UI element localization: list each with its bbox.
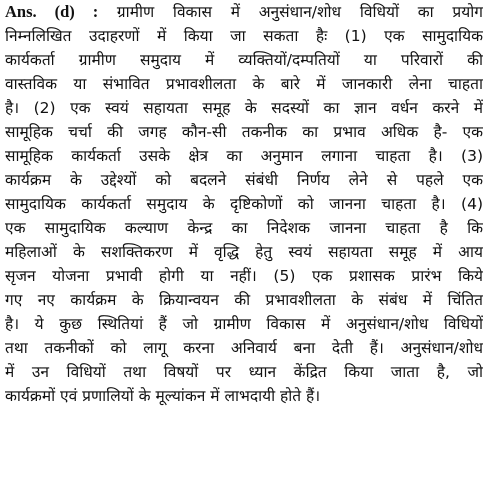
answer-line-1 — [5, 0, 483, 24]
answer-line: कार्यक्रम के उद्देश्यों को बदलने संबंधी निर्णय लेने से पहले एक — [5, 171, 483, 189]
answer-line: एक सामुदायिक कल्याण केन्द्र का निदेशक जानना चाहता है कि — [5, 219, 483, 237]
answer-line: कार्यकर्ता ग्रामीण समुदाय में व्यक्तियों/दम्पतियों या परिवारों की — [5, 51, 483, 69]
answer-line: सृजन योजना प्रभावी होगी या नहीं। (5) एक प्रशासक प्रारंभ किये — [5, 267, 483, 285]
answer-line: वास्तविक या संभावित प्रभावशीलता के बारे में जानकारी लेना चाहता — [5, 75, 483, 93]
answer-line: सामुदायिक कार्यकर्ता समुदाय के दृष्टिकोणों को जानना चाहता है। (4) — [5, 195, 483, 213]
answer-label: Ans. (d) : — [5, 2, 99, 21]
answer-text-block — [5, 0, 483, 502]
answer-line: है। (2) एक स्वयं सहायता समूह के सदस्यों का ज्ञान वर्धन करने में — [5, 99, 483, 117]
answer-line: निम्नलिखित उदाहरणों में किया जा सकता हैः (1) एक सामुदायिक — [5, 27, 483, 45]
answer-line: गए नए कार्यक्रम के क्रियान्वयन की प्रभावशीलता के संबंध में चिंतित — [5, 291, 483, 309]
answer-first-line-text: ग्रामीण विकास में अनुसंधान/शोध विधियों का प्रयोग — [98, 3, 483, 21]
answer-line: महिलाओं के सशक्तिकरण में वृद्धि हेतु स्वयं सहायता समूह में आय — [5, 243, 483, 261]
answer-line: कार्यक्रमों एवं प्रणालियों के मूल्यांकन में लाभदायी होते हैं। — [5, 387, 321, 405]
answer-line: सामूहिक चर्चा की जगह कौन-सी तकनीक का प्रभाव अधिक है- एक — [5, 123, 483, 141]
answer-line: में उन विधियों तथा विषयों पर ध्यान केंद्रित किया जाता है, जो — [5, 363, 483, 381]
answer-line: सामूहिक कार्यकर्ता उसके क्षेत्र का अनुमान लगाना चाहता है। (3) — [5, 147, 483, 165]
answer-line: तथा तकनीकों को लागू करना अनिवार्य बना देती हैं। अनुसंधान/शोध — [5, 339, 483, 357]
answer-line: है। ये कुछ स्थितियां हैं जो ग्रामीण विकास में अनुसंधान/शोध विधियों — [5, 315, 483, 333]
